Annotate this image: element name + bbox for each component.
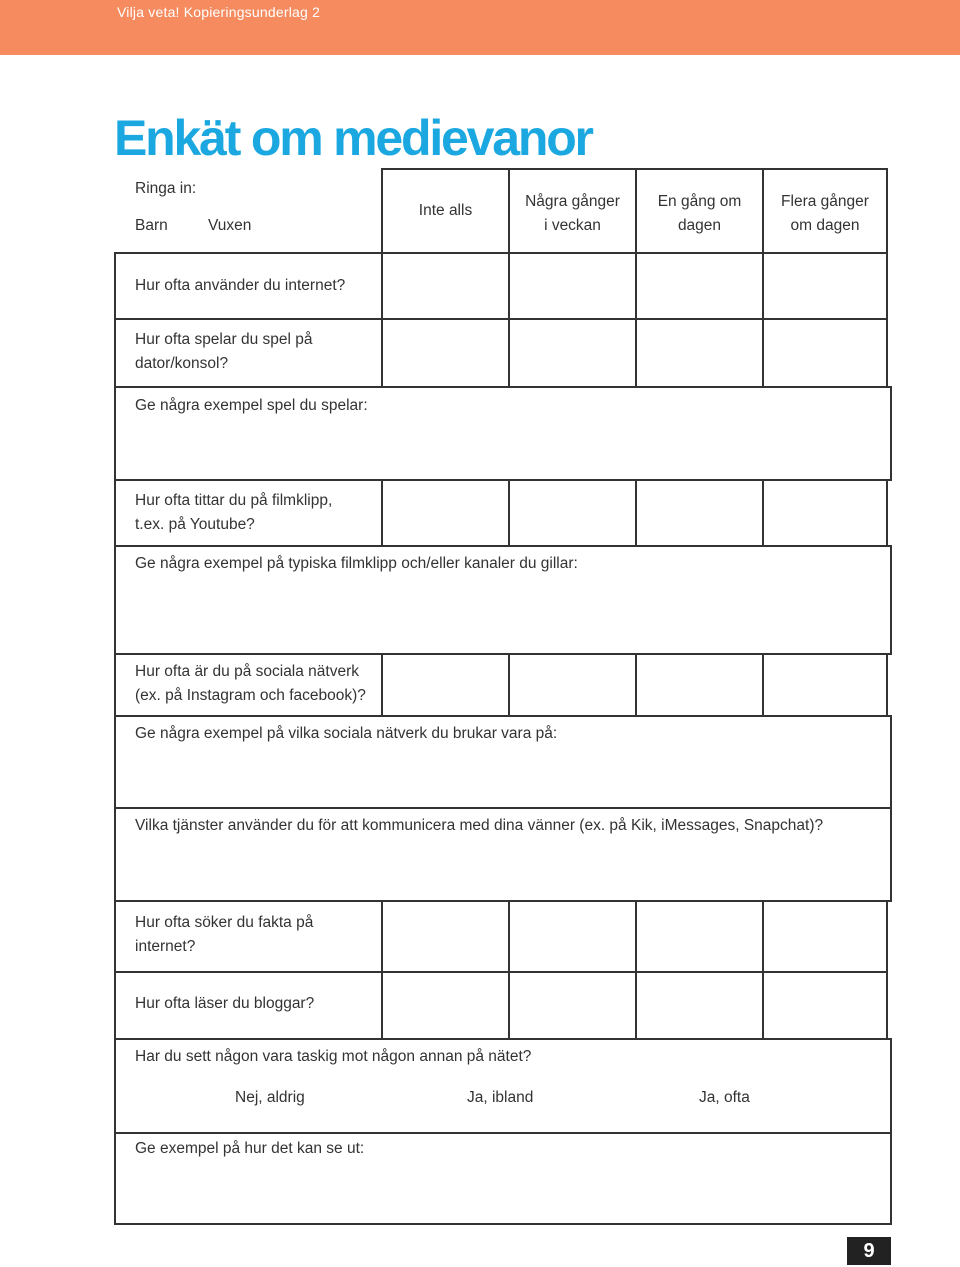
option-header-nagra-ganger: Några gånger i veckan [508, 168, 637, 254]
answer-box[interactable] [635, 479, 764, 547]
free-text-row [114, 545, 892, 653]
social-exempel-label: Ge några exempel på vilka sociala nätverk du brukar vara på: [135, 725, 558, 742]
social-exempel-box[interactable] [114, 715, 892, 809]
question-social: Hur ofta är du på sociala nätverk (ex. på Instagram och facebook)? [114, 653, 383, 717]
free-text-row [114, 1038, 892, 1132]
answer-box[interactable] [508, 900, 637, 973]
answer-ja-ofta[interactable]: Ja, ofta [699, 1089, 750, 1106]
answer-box[interactable] [635, 318, 764, 388]
answer-box[interactable] [762, 971, 888, 1040]
header-bar [0, 0, 960, 55]
ringa-in-label: Ringa in: [135, 180, 197, 197]
answer-box[interactable] [381, 479, 510, 547]
answer-box[interactable] [762, 653, 888, 717]
answer-box[interactable] [635, 653, 764, 717]
tjanster-label: Vilka tjänster använder du för att kommunicera med dina vänner (ex. på Kik, iMessages, Snapchat)? [135, 817, 824, 834]
taskig-exempel-box[interactable] [114, 1132, 892, 1225]
spel-exempel-label: Ge några exempel spel du spelar: [135, 397, 368, 414]
answer-box[interactable] [381, 900, 510, 973]
question-row [114, 653, 892, 715]
answer-ja-ibland[interactable]: Ja, ibland [467, 1089, 534, 1106]
answer-box[interactable] [762, 900, 888, 973]
answer-box[interactable] [635, 252, 764, 320]
answer-box[interactable] [635, 900, 764, 973]
question-internet: Hur ofta använder du internet? [114, 252, 383, 320]
barn-option[interactable]: Barn [135, 217, 168, 234]
film-exempel-box[interactable] [114, 545, 892, 655]
header-row [114, 168, 892, 252]
page-title: Enkät om medievanor [114, 110, 592, 166]
free-text-row [114, 1132, 892, 1223]
option-header-inte-alls: Inte alls [381, 168, 510, 254]
answer-box[interactable] [508, 653, 637, 717]
respondent-cell [114, 168, 383, 254]
vuxen-option[interactable]: Vuxen [208, 217, 252, 234]
tjanster-box[interactable] [114, 807, 892, 902]
page-number: 9 [847, 1237, 891, 1265]
question-row [114, 479, 892, 545]
taskig-box [114, 1038, 892, 1134]
question-spel: Hur ofta spelar du spel på dator/konsol? [114, 318, 383, 388]
spel-exempel-box[interactable] [114, 386, 892, 481]
answer-box[interactable] [508, 479, 637, 547]
question-row [114, 900, 892, 971]
answer-box[interactable] [508, 252, 637, 320]
question-row [114, 971, 892, 1038]
answer-box[interactable] [381, 252, 510, 320]
free-text-row [114, 386, 892, 479]
taskig-answers [116, 1089, 890, 1113]
survey-table [114, 168, 892, 1223]
answer-box[interactable] [762, 318, 888, 388]
question-row [114, 318, 892, 386]
free-text-row [114, 715, 892, 807]
answer-nej-aldrig[interactable]: Nej, aldrig [235, 1089, 305, 1106]
taskig-label: Har du sett någon vara taskig mot någon annan på nätet? [135, 1048, 532, 1065]
question-fakta: Hur ofta söker du fakta på internet? [114, 900, 383, 973]
option-header-en-gang: En gång om dagen [635, 168, 764, 254]
running-title: Vilja veta! Kopieringsunderlag 2 [117, 4, 321, 20]
answer-box[interactable] [762, 252, 888, 320]
option-header-flera-ganger: Flera gånger om dagen [762, 168, 888, 254]
answer-box[interactable] [381, 318, 510, 388]
question-bloggar: Hur ofta läser du bloggar? [114, 971, 383, 1040]
answer-box[interactable] [762, 479, 888, 547]
question-film: Hur ofta tittar du på filmklipp, t.ex. på Youtube? [114, 479, 383, 547]
taskig-exempel-label: Ge exempel på hur det kan se ut: [135, 1140, 365, 1157]
film-exempel-label: Ge några exempel på typiska filmklipp och/eller kanaler du gillar: [135, 555, 578, 572]
answer-box[interactable] [381, 653, 510, 717]
answer-box[interactable] [381, 971, 510, 1040]
answer-box[interactable] [635, 971, 764, 1040]
free-text-row [114, 807, 892, 900]
answer-box[interactable] [508, 318, 637, 388]
question-row [114, 252, 892, 318]
answer-box[interactable] [508, 971, 637, 1040]
